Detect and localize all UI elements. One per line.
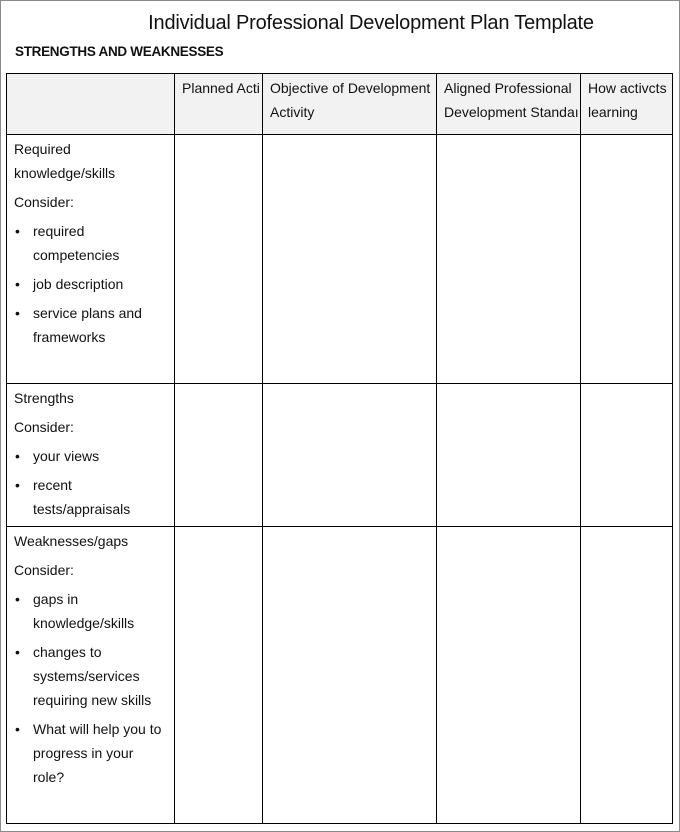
bullet-list (14, 587, 167, 789)
list-item: • What will help you to progress in your role? (14, 717, 163, 789)
header-cell-planned-activity (175, 74, 263, 135)
header-label: Development Standaı (444, 104, 579, 120)
planned-activity-input[interactable] (175, 384, 263, 527)
document-title: Individual Professional Development Plan Template (148, 12, 594, 34)
list-item: • changes to systems/services requiring new skills (14, 640, 158, 712)
header-cell-empty (7, 74, 175, 135)
bullet-list (14, 444, 167, 521)
header-cell-how-activities (581, 74, 673, 135)
planned-activity-input[interactable] (175, 527, 263, 824)
how-activities-input[interactable] (581, 527, 673, 824)
aligned-standard-input[interactable] (437, 384, 581, 527)
objective-input[interactable] (263, 135, 437, 384)
consider-label: Consider: (14, 419, 74, 435)
bullet-icon: • (15, 305, 20, 321)
bullet-icon: • (15, 644, 20, 660)
header-label: Objective of Development (270, 80, 431, 96)
bullet-list (14, 219, 167, 349)
list-item: • job description (14, 272, 167, 296)
bullet-icon: • (15, 276, 20, 292)
table-row-required-knowledge (7, 135, 673, 384)
list-item: • your views (14, 444, 167, 468)
development-plan-table (6, 73, 673, 824)
bullet-icon: • (15, 448, 20, 464)
how-activities-input[interactable] (581, 384, 673, 527)
list-item: • recent tests/appraisals (14, 473, 133, 521)
row-label: Weaknesses/gaps (14, 533, 129, 549)
row-label: Required knowledge/skills (14, 141, 116, 181)
header-label: learning (588, 104, 638, 120)
consider-label: Consider: (14, 194, 74, 210)
list-item: • gaps in knowledge/skills (14, 587, 143, 635)
header-cell-aligned-standard (437, 74, 581, 135)
header-label: Activity (270, 104, 315, 120)
table-row-weaknesses (7, 527, 673, 824)
header-label: Aligned Professional (444, 80, 572, 96)
row-label-cell (7, 384, 175, 527)
row-label-cell (7, 135, 175, 384)
header-row (7, 74, 673, 135)
section-heading: STRENGTHS AND WEAKNESSES (15, 44, 224, 59)
list-item: • required competencies (14, 219, 133, 267)
how-activities-input[interactable] (581, 135, 673, 384)
row-label: Strengths (14, 390, 74, 406)
bullet-icon: • (15, 477, 20, 493)
header-label: Planned Acti (182, 80, 260, 96)
bullet-icon: • (15, 721, 20, 737)
table-row-strengths (7, 384, 673, 527)
header-cell-objective (263, 74, 437, 135)
aligned-standard-input[interactable] (437, 527, 581, 824)
row-label-cell (7, 527, 175, 824)
header-label: How activcts (588, 80, 667, 96)
objective-input[interactable] (263, 527, 437, 824)
planned-activity-input[interactable] (175, 135, 263, 384)
aligned-standard-input[interactable] (437, 135, 581, 384)
list-item: • service plans and frameworks (14, 301, 148, 349)
bullet-icon: • (15, 591, 20, 607)
bullet-icon: • (15, 223, 20, 239)
objective-input[interactable] (263, 384, 437, 527)
consider-label: Consider: (14, 562, 74, 578)
